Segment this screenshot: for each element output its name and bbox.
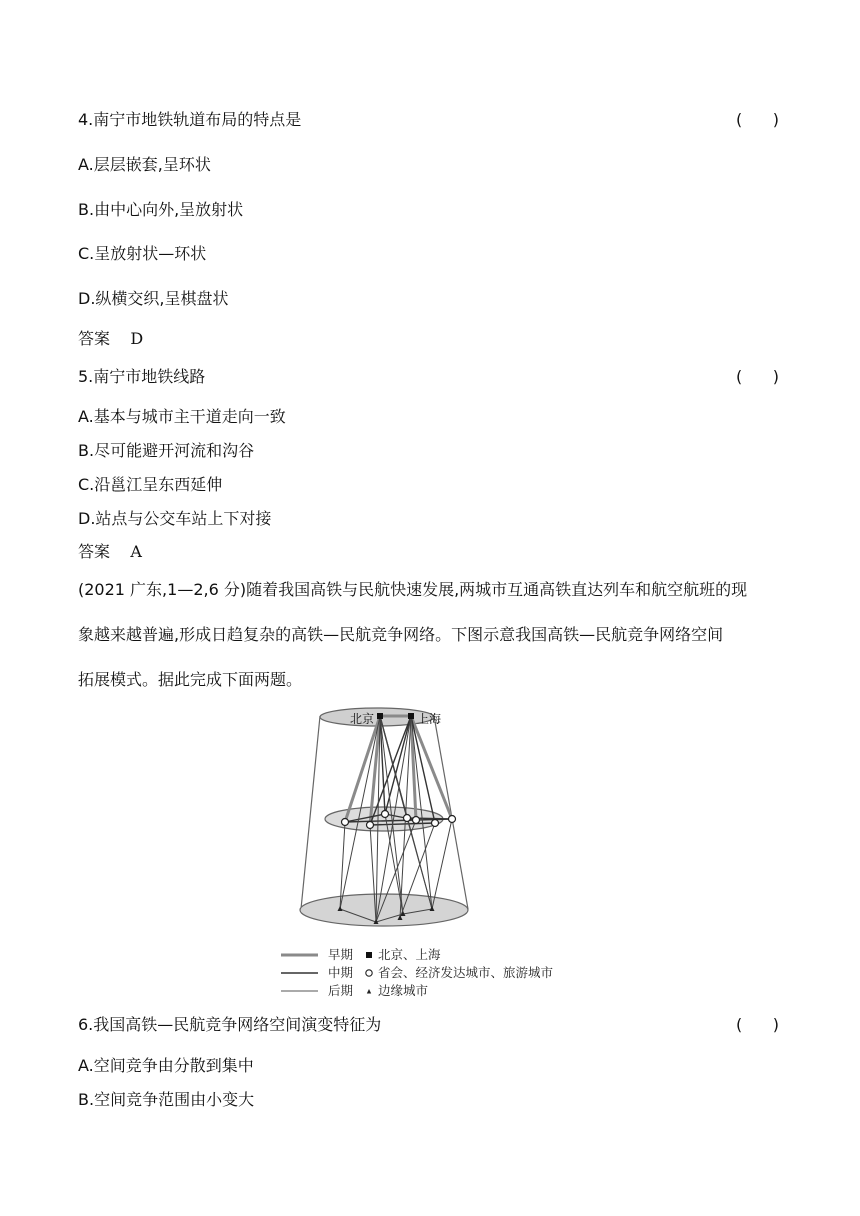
beijing-square-marker [377, 713, 383, 719]
legend-circle-icon [366, 970, 372, 976]
city-circle-marker [449, 816, 456, 823]
legend-late-label: 后期 [328, 983, 354, 998]
legend-triangle-icon [367, 989, 371, 994]
legend-late-desc: 边缘城市 [378, 983, 429, 998]
shanghai-square-marker [408, 713, 414, 719]
q4-answer: 答案 D [78, 329, 144, 348]
q4-stem: 4.南宁市地铁轨道布局的特点是 [78, 110, 302, 129]
legend-middle-label: 中期 [328, 965, 354, 980]
q5-stem: 5.南宁市地铁线路 [78, 367, 206, 386]
q5-option-c: C.沿邕江呈东西延伸 [78, 475, 223, 494]
legend-early-desc: 北京、上海 [378, 947, 441, 962]
legend-square-icon [366, 952, 372, 958]
q6-stem: 6.我国高铁—民航竞争网络空间演变特征为 [78, 1015, 382, 1034]
q4-option-c: C.呈放射状—环状 [78, 244, 207, 263]
legend-middle-desc: 省会、经济发达城市、旅游城市 [378, 965, 554, 980]
q4-option-b: B.由中心向外,呈放射状 [78, 200, 244, 219]
q5-answer: 答案 A [78, 542, 142, 561]
passage-line-2: 象越来越普遍,形成日趋复杂的高铁—民航竞争网络。下图示意我国高铁—民航竞争网络空间 [78, 625, 724, 644]
q4-option-a: A.层层嵌套,呈环状 [78, 155, 211, 174]
shanghai-label: 上海 [417, 712, 442, 726]
q5-option-a: A.基本与城市主干道走向一致 [78, 407, 286, 426]
city-circle-marker [413, 817, 420, 824]
passage-line-3: 拓展模式。据此完成下面两题。 [78, 670, 303, 689]
bottom-layer-ellipse [300, 894, 468, 926]
city-circle-marker [404, 815, 411, 822]
city-circle-marker [342, 819, 349, 826]
q6-option-a: A.空间竞争由分散到集中 [78, 1056, 254, 1075]
q6-answer-bracket: ( ) [736, 1015, 779, 1034]
legend-early-label: 早期 [328, 947, 354, 962]
city-circle-marker [432, 820, 439, 827]
city-circle-marker [382, 811, 389, 818]
cone-left-edge [301, 716, 320, 909]
network-diagram [270, 704, 600, 1004]
q5-answer-bracket: ( ) [736, 367, 779, 386]
q6-option-b: B.空间竞争范围由小变大 [78, 1090, 255, 1109]
q4-answer-bracket: ( ) [736, 110, 779, 129]
figure-legend [281, 947, 553, 998]
network-expansion-figure [270, 704, 600, 1004]
q5-option-b: B.尽可能避开河流和沟谷 [78, 441, 255, 460]
city-circle-marker [367, 822, 374, 829]
beijing-label: 北京 [350, 712, 375, 726]
q4-option-d: D.纵横交织,呈棋盘状 [78, 289, 229, 308]
q5-option-d: D.站点与公交车站上下对接 [78, 509, 272, 528]
passage-line-1: (2021 广东,1—2,6 分)随着我国高铁与民航快速发展,两城市互通高铁直达列车和航空航班的现 [78, 580, 748, 599]
